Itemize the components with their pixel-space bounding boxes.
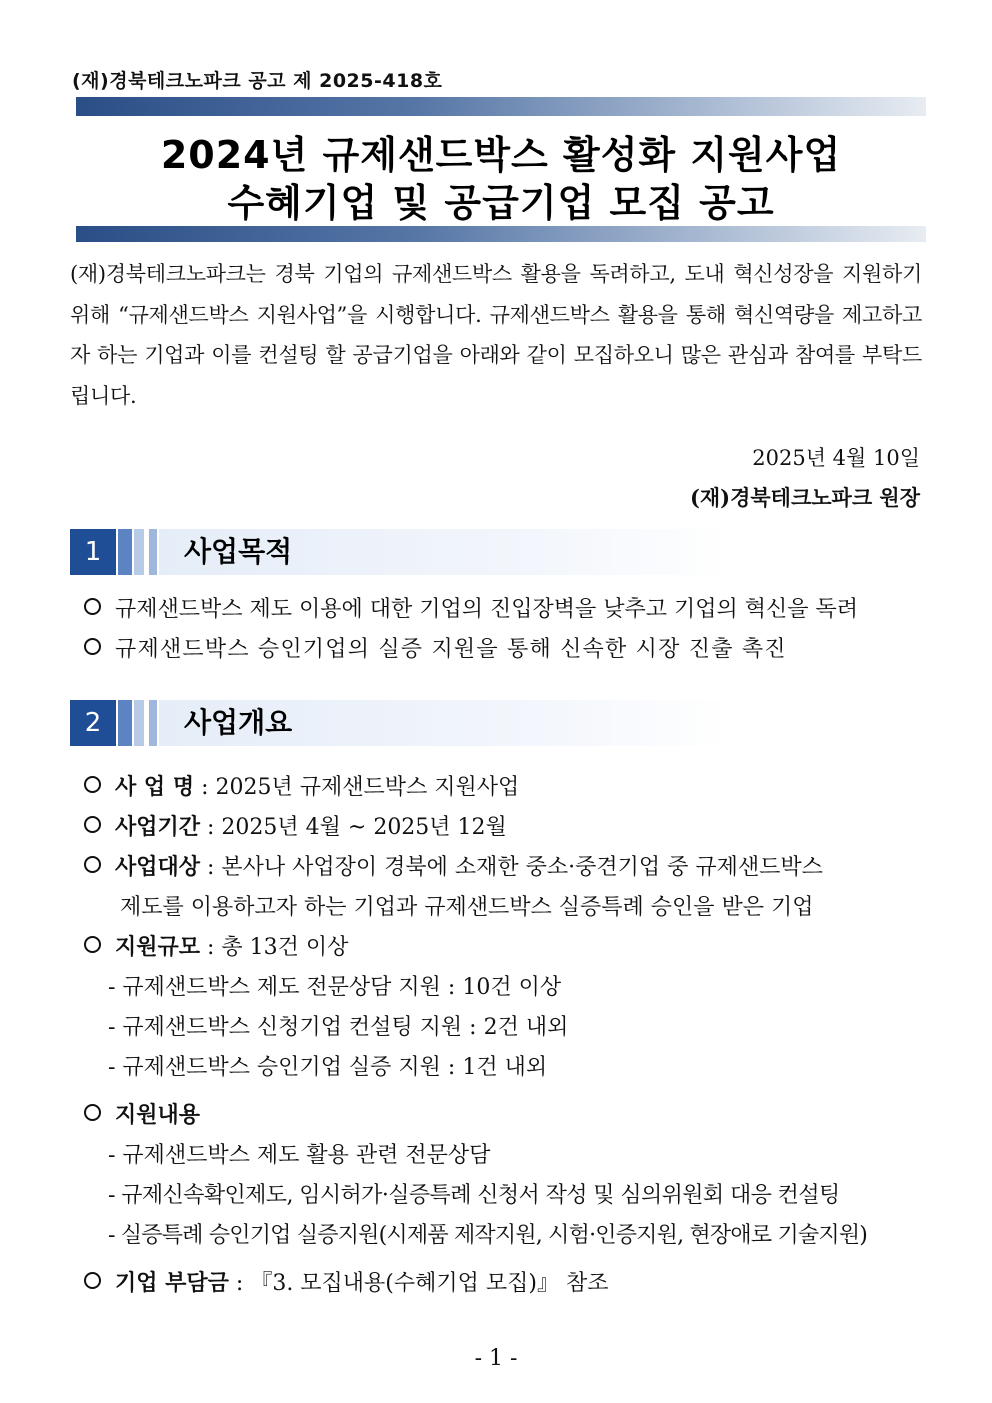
title-line-1: 2024년 규제샌드박스 활성화 지원사업 xyxy=(160,133,842,177)
section-1-header xyxy=(70,529,730,575)
scale-item-2: - 규제샌드박스 신청기업 컨설팅 지원 : 2건 내외 xyxy=(108,1015,569,1040)
circle-bullet-icon xyxy=(84,856,101,873)
section-2-header xyxy=(70,700,730,746)
overview-target-line-2: 제도를 이용하고자 하는 기업과 규제샌드박스 실증특례 승인을 받은 기업 xyxy=(120,895,814,920)
notice-number: (재)경북테크노파크 공고 제 2025-418호 xyxy=(72,70,443,92)
overview-period: 사업기간 : 2025년 4월 ~ 2025년 12월 xyxy=(84,810,507,841)
circle-bullet-icon xyxy=(84,638,101,655)
section-2-title: 사업개요 xyxy=(184,706,293,739)
content-item-2: - 규제신속확인제도, 임시허가·실증특례 신청서 작성 및 심의위원회 대응 컨설팅 xyxy=(108,1183,840,1208)
scale-item-3: - 규제샌드박스 승인기업 실증 지원 : 1건 내외 xyxy=(108,1055,548,1080)
scale-item-1: - 규제샌드박스 제도 전문상담 지원 : 10건 이상 xyxy=(108,975,562,1000)
issuer: (재)경북테크노파크 원장 xyxy=(689,485,920,510)
notice-date: 2025년 4월 10일 xyxy=(752,446,920,470)
section-2-number: 2 xyxy=(70,700,116,746)
section-1-title: 사업목적 xyxy=(184,535,293,568)
circle-bullet-icon xyxy=(84,1104,101,1121)
title-line-2: 수혜기업 및 공급기업 모집 공고 xyxy=(227,181,775,225)
purpose-item-1: 규제샌드박스 제도 이용에 대한 기업의 진입장벽을 낮추고 기업의 혁신을 독려 xyxy=(84,592,858,623)
page-number: - 1 - xyxy=(474,1346,518,1371)
overview-name: 사 업 명 : 2025년 규제샌드박스 지원사업 xyxy=(84,770,519,801)
title-top-bar xyxy=(76,97,926,116)
circle-bullet-icon xyxy=(84,1272,101,1289)
overview-burden: 기업 부담금 : 『3. 모집내용(수혜기업 모집)』 참조 xyxy=(84,1266,608,1297)
overview-scale: 지원규모 : 총 13건 이상 xyxy=(84,930,348,961)
title-bottom-bar xyxy=(76,226,926,242)
circle-bullet-icon xyxy=(84,936,101,953)
overview-target: 사업대상 : 본사나 사업장이 경북에 소재한 중소·중견기업 중 규제샌드박스 xyxy=(84,850,823,881)
content-item-1: - 규제샌드박스 제도 활용 관련 전문상담 xyxy=(108,1143,491,1168)
section-1-number: 1 xyxy=(70,529,116,575)
circle-bullet-icon xyxy=(84,816,101,833)
overview-content: 지원내용 xyxy=(84,1098,200,1129)
intro-paragraph: (재)경북테크노파크는 경북 기업의 규제샌드박스 활용을 독려하고, 도내 혁신성장을 지원하기 위해 “규제샌드박스 지원사업”을 시행합니다. 규제샌드박스 활용을 통해 혁신역량을 제고하고자 하는 기업과 이를 컨설팅 할 공급기업을 아래와 같이 모집하오니 많은 관심과 참여를 부탁드립니다. xyxy=(70,262,922,408)
content-item-3: - 실증특례 승인기업 실증지원(시제품 제작지원, 시험·인증지원, 현장애로 기술지원) xyxy=(108,1223,868,1248)
circle-bullet-icon xyxy=(84,598,101,615)
purpose-item-2: 규제샌드박스 승인기업의 실증 지원을 통해 신속한 시장 진출 촉진 xyxy=(84,632,787,663)
circle-bullet-icon xyxy=(84,776,101,793)
